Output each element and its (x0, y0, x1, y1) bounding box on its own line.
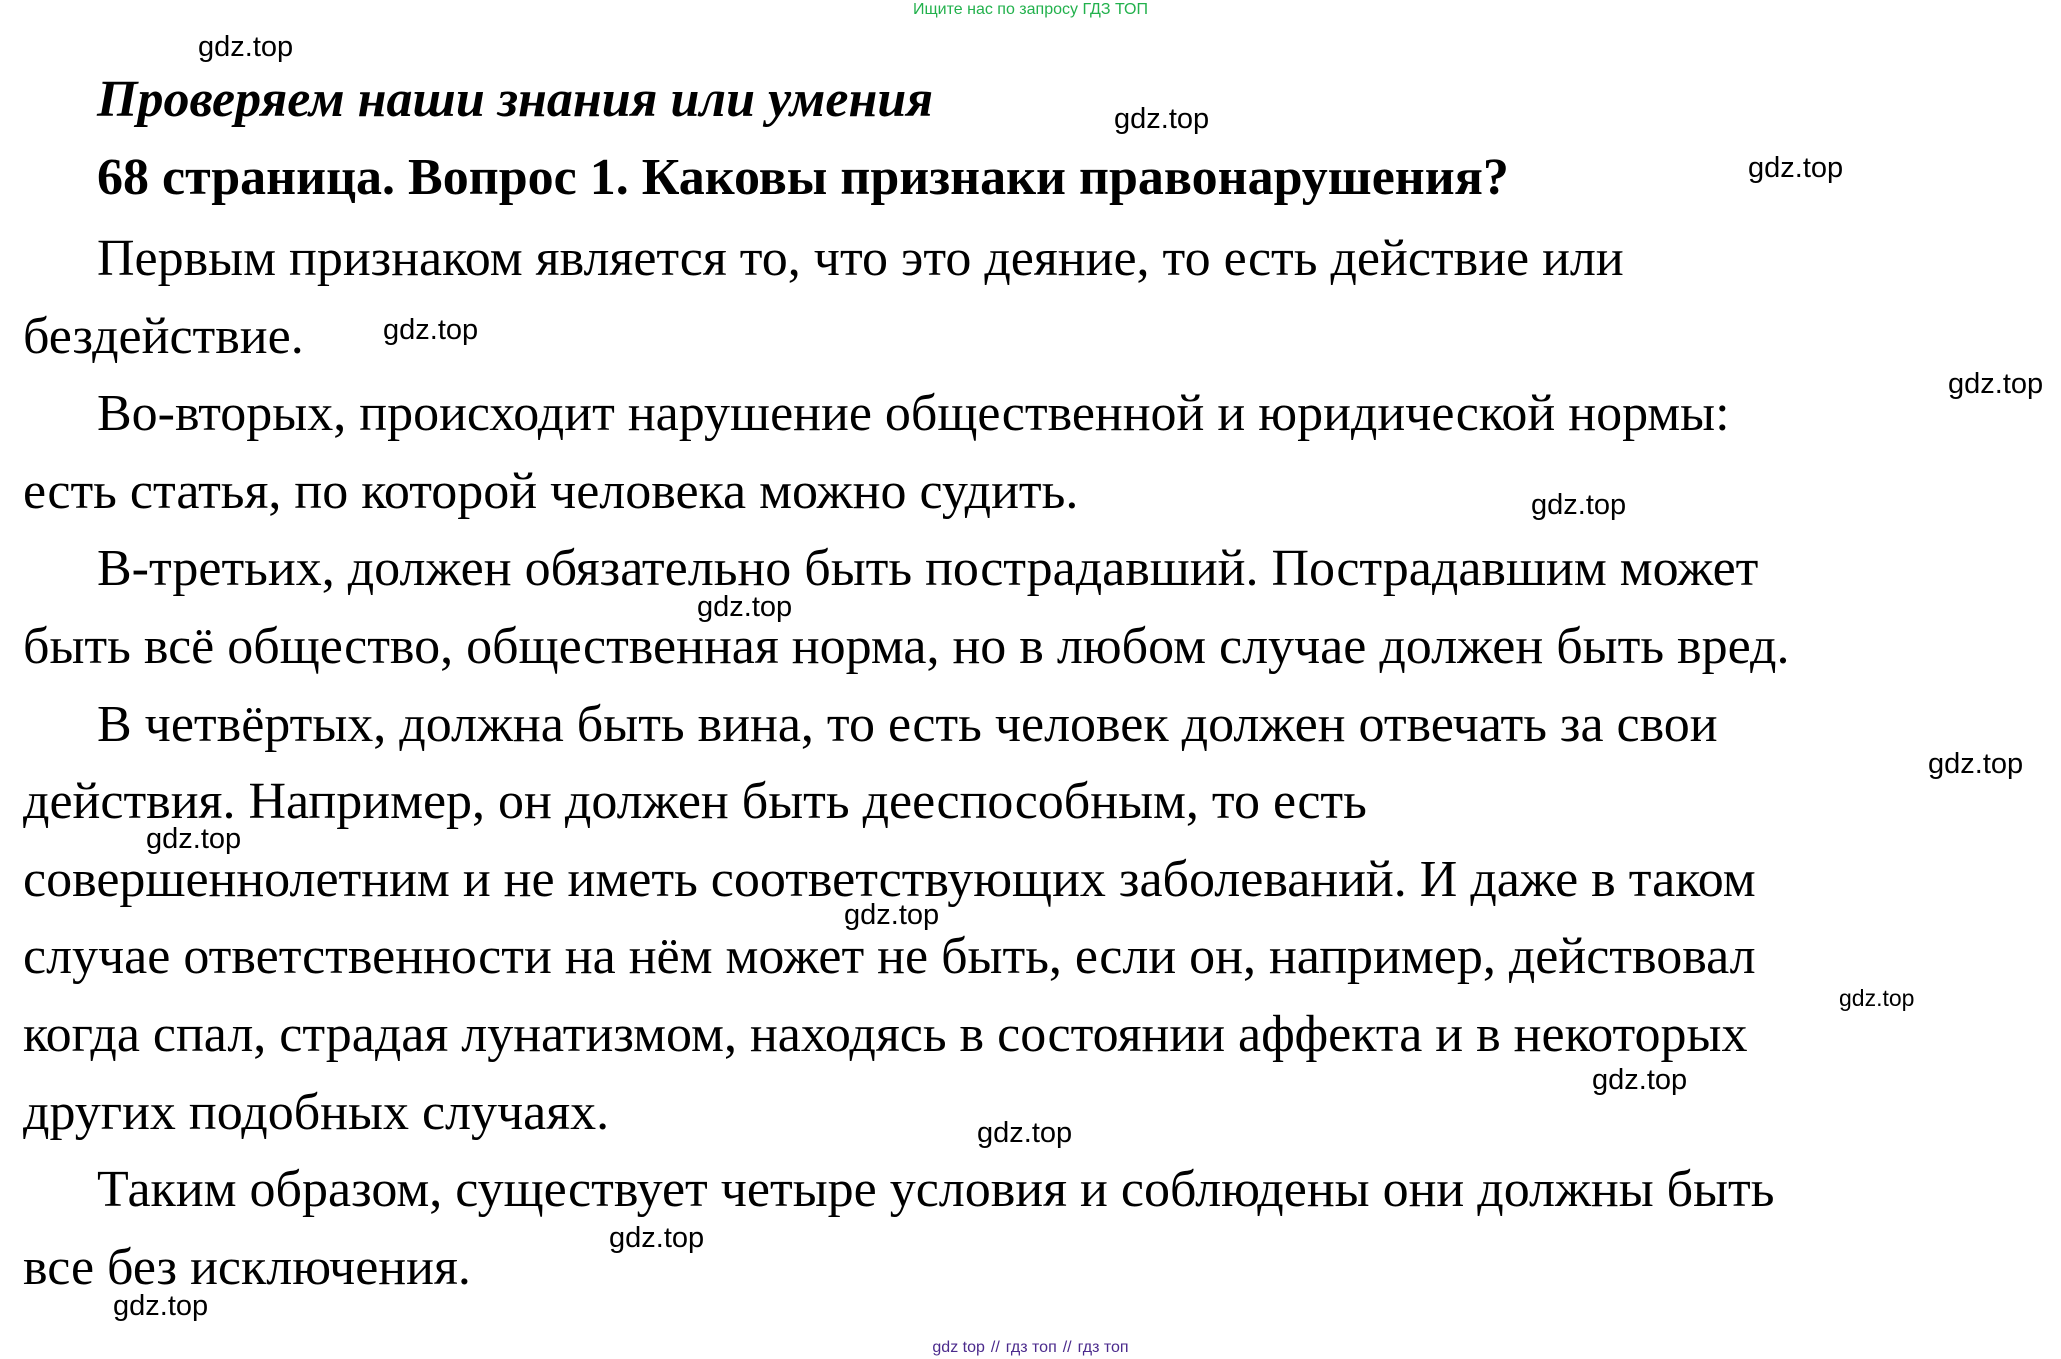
paragraph-5-line-2: все без исключения. (23, 1238, 471, 1296)
watermark: gdz.top (1948, 368, 2044, 400)
paragraph-1-line-1: Первым признаком является то, что это деяние, то есть действие или (97, 230, 1624, 287)
paragraph-4-line-6: других подобных случаях. (23, 1083, 610, 1141)
footer-link[interactable]: гдз топ (1077, 1339, 1129, 1356)
watermark: gdz.top (146, 823, 242, 855)
footer-link[interactable]: gdz top (932, 1339, 985, 1356)
watermark: gdz.top (1114, 103, 1210, 135)
paragraph-4-line-4: случае ответственности на нём может не быть, если он, например, действовал (23, 928, 1756, 986)
paragraph-3-line-2: быть всё общество, общественная норма, но в любом случае должен быть вред. (23, 617, 1790, 675)
question-heading: 68 страница. Вопрос 1. Каковы признаки правонарушения? (97, 149, 1509, 206)
watermark: gdz.top (844, 899, 940, 931)
paragraph-2-line-1: Во-вторых, происходит нарушение общественной и юридической нормы: (97, 385, 1730, 443)
paragraph-3-line-1: В-третьих, должен обязательно быть пострадавший. Пострадавшим может (97, 540, 1759, 598)
footer-separator: // (1062, 1339, 1072, 1356)
paragraph-1-line-2: бездействие. (23, 307, 304, 365)
paragraph-4-line-5: когда спал, страдая лунатизмом, находясь в состоянии аффекта и в некоторых (23, 1005, 1748, 1063)
paragraph-2-line-2: есть статья, по которой человека можно судить. (23, 462, 1079, 520)
footer-link[interactable]: гдз топ (1005, 1339, 1057, 1356)
paragraph-4-line-1: В четвёртых, должна быть вина, то есть человек должен отвечать за свои (97, 695, 1718, 753)
section-heading: Проверяем наши знания или умения (97, 71, 934, 128)
watermark: gdz.top (1839, 985, 1915, 1011)
paragraph-5-line-1: Таким образом, существует четыре условия и соблюдены они должны быть (97, 1161, 1775, 1219)
watermark: gdz.top (977, 1117, 1073, 1149)
paragraph-4-line-3: совершеннолетним и не иметь соответствующих заболеваний. И даже в таком (23, 850, 1756, 908)
watermark: gdz.top (1928, 748, 2024, 780)
watermark: gdz.top (1592, 1064, 1688, 1096)
watermark: gdz.top (697, 591, 793, 623)
watermark: gdz.top (1531, 489, 1627, 521)
watermark: gdz.top (1748, 152, 1844, 184)
footer-separator: // (990, 1339, 1000, 1356)
top-banner[interactable]: Ищите нас по запросу ГДЗ ТОП (913, 1, 1148, 18)
watermark: gdz.top (383, 314, 479, 346)
watermark: gdz.top (198, 31, 294, 63)
paragraph-4-line-2: действия. Например, он должен быть дееспособным, то есть (23, 773, 1367, 831)
watermark: gdz.top (609, 1222, 705, 1254)
footer-links (0, 1338, 2061, 1358)
watermark: gdz.top (113, 1290, 209, 1322)
